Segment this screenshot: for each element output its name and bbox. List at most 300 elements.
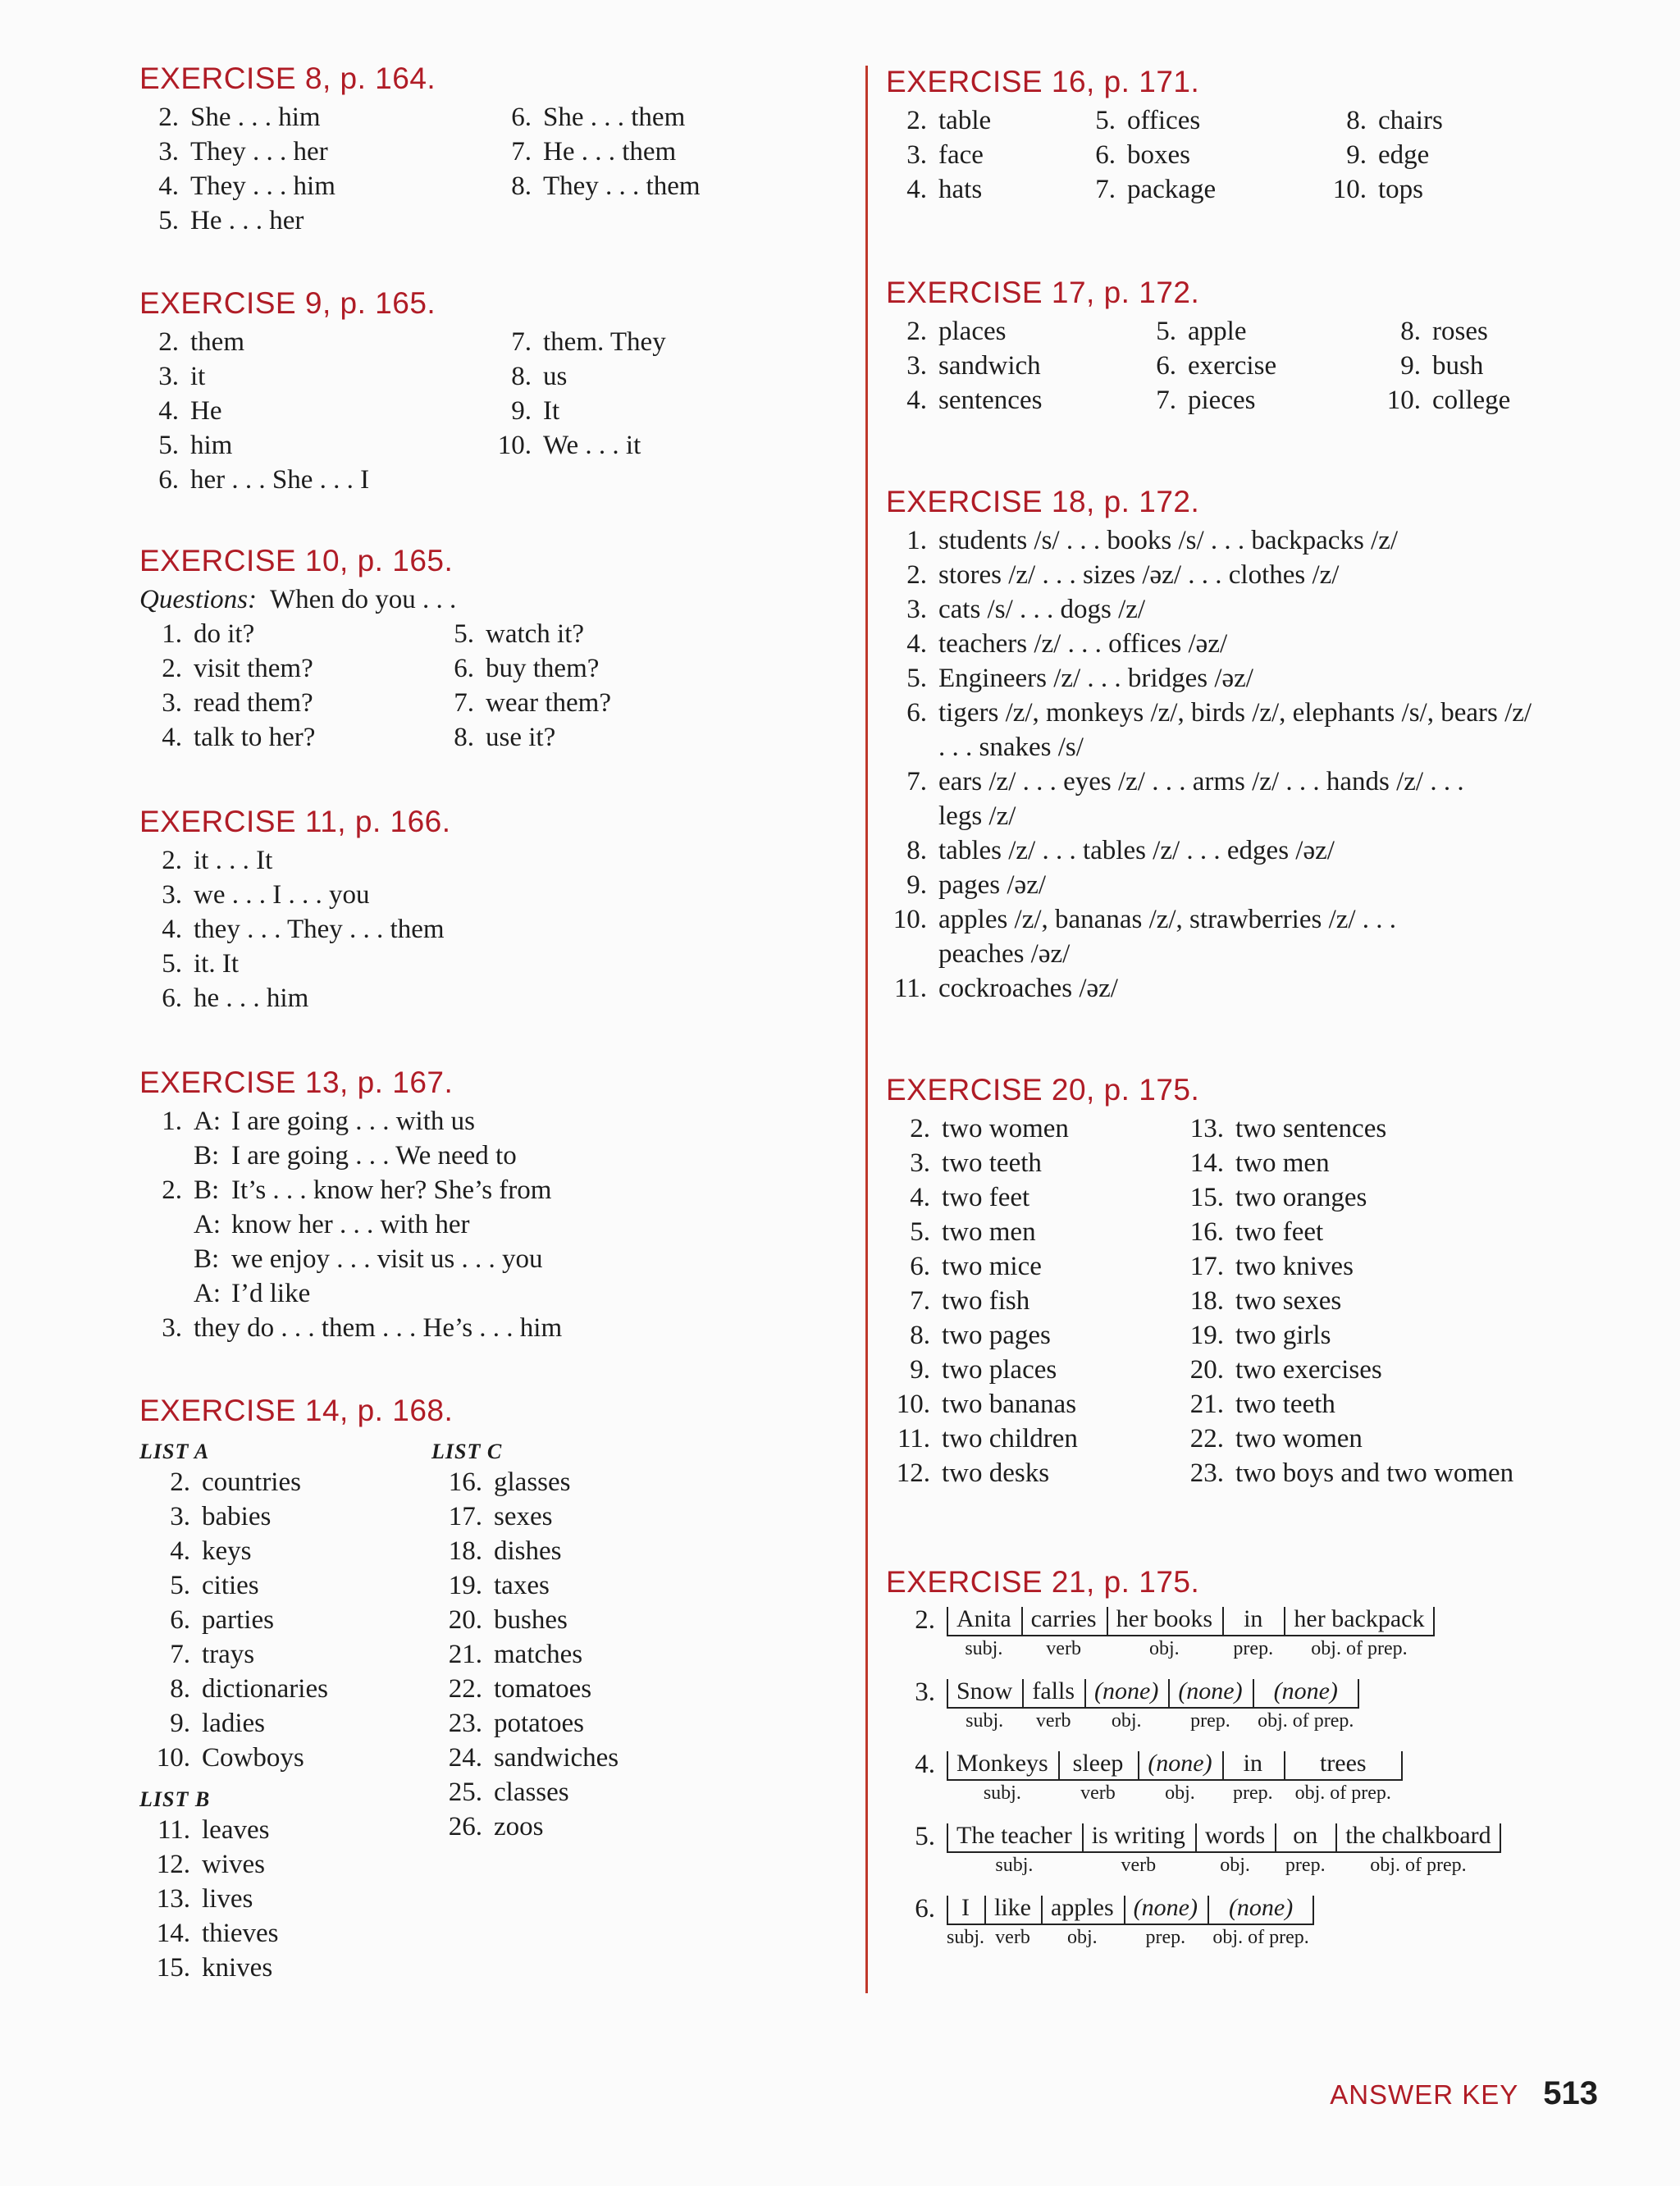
item-text: boxes <box>1127 140 1190 170</box>
verb-label: verb <box>1046 1638 1081 1659</box>
item-text: offices <box>1127 106 1201 135</box>
item-text: we enjoy . . . visit us . . . you <box>231 1244 543 1274</box>
item-text: stores /z/ . . . sizes /əz/ . . . clothes /z/ <box>938 560 1340 590</box>
item-number: 8. <box>511 171 532 201</box>
item-number: 8. <box>1346 106 1367 135</box>
item-text: sandwich <box>938 351 1041 381</box>
item-number: 7. <box>511 137 532 167</box>
item-number: 16. <box>1189 1217 1224 1247</box>
item-number: 7. <box>511 327 532 357</box>
answer-item <box>1180 1318 1513 1353</box>
item-number: 7. <box>1156 386 1176 415</box>
item-number: 5. <box>158 206 179 235</box>
subject-text: The teacher <box>956 1822 1072 1849</box>
subject-label: subj. <box>965 1638 1003 1659</box>
item-number: 5. <box>158 431 179 460</box>
answer-item <box>1075 172 1312 207</box>
item-text: two sentences <box>1235 1114 1387 1143</box>
item-number: 5. <box>915 1822 935 1851</box>
item-number <box>886 799 938 833</box>
answer-item <box>477 325 666 359</box>
object-of-preposition-cell <box>1284 1748 1403 1804</box>
item-number: 10. <box>892 905 927 934</box>
preposition-cell <box>1222 1604 1284 1659</box>
item-text: face <box>938 140 984 170</box>
answer-column <box>1135 314 1367 418</box>
subject-text: Snow <box>956 1677 1013 1705</box>
item-text: tables /z/ . . . tables /z/ . . . edges /əz/ <box>938 836 1335 865</box>
item-text: thieves <box>202 1919 279 1948</box>
exercise-21 <box>886 1563 1501 1965</box>
item-text: teachers /z/ . . . offices /əz/ <box>938 629 1228 659</box>
footer-section-label: ANSWER KEY <box>1330 2079 1519 2110</box>
answer-column <box>886 314 1135 418</box>
exercise-heading: EXERCISE 11, p. 166. <box>139 805 451 838</box>
answer-item <box>139 1951 431 1985</box>
item-text: tigers /z/, monkeys /z/, birds /z/, elephants /s/, bears /z/ <box>938 698 1532 728</box>
answer-item <box>886 1318 1180 1353</box>
item-number: 11. <box>893 974 927 1003</box>
preposition-label: prep. <box>1233 1638 1274 1659</box>
object-of-preposition-text: (none) <box>1228 1894 1294 1921</box>
item-number: 8. <box>170 1674 190 1704</box>
exercise-heading: EXERCISE 10, p. 165. <box>139 544 454 577</box>
item-number: 24. <box>448 1743 482 1773</box>
subject-cell <box>947 1820 1082 1876</box>
item-text: apple <box>1188 317 1247 346</box>
answer-item <box>1180 1353 1513 1387</box>
answer-item <box>139 912 451 947</box>
verb-text: like <box>994 1894 1031 1921</box>
item-number: 4. <box>170 1536 190 1566</box>
item-text: She . . . him <box>190 103 321 132</box>
answer-item <box>886 314 1135 349</box>
verb-cell <box>1058 1748 1139 1804</box>
subject-label: subj. <box>995 1855 1034 1876</box>
item-text: use it? <box>486 723 556 752</box>
item-text: . . . snakes /s/ <box>938 732 1084 762</box>
object-of-preposition-cell <box>1284 1604 1434 1659</box>
item-number: 23. <box>1189 1458 1224 1488</box>
answer-item <box>886 1456 1180 1490</box>
answer-item <box>435 617 611 651</box>
item-number: 4. <box>906 629 927 659</box>
sentence-diagram <box>886 1820 1501 1874</box>
answer-item <box>492 135 701 169</box>
item-number: 3. <box>162 688 182 718</box>
item-number <box>139 1242 194 1276</box>
item-text: Cowboys <box>202 1743 304 1773</box>
item-number: 5. <box>1156 317 1176 346</box>
list-b-label: LIST B <box>139 1787 211 1811</box>
item-number: 6. <box>906 698 927 728</box>
item-number <box>139 1139 194 1173</box>
answer-item <box>139 1672 431 1706</box>
answer-item <box>477 359 666 394</box>
item-number: 2. <box>170 1467 190 1497</box>
object-label: obj. <box>1220 1855 1250 1876</box>
object-cell <box>1195 1820 1275 1876</box>
item-number: 4. <box>158 171 179 201</box>
answer-item <box>139 359 477 394</box>
item-text: tops <box>1378 175 1424 204</box>
answer-item <box>435 720 611 755</box>
answer-item <box>886 1387 1180 1422</box>
sentence-diagram <box>886 1604 1501 1658</box>
item-text: students /s/ . . . books /s/ . . . backpacks /z/ <box>938 526 1399 555</box>
answer-item <box>1180 1284 1513 1318</box>
item-text: parties <box>202 1605 274 1635</box>
answer-item <box>1180 1249 1513 1284</box>
answer-item <box>1312 103 1443 138</box>
item-text: two knives <box>1235 1252 1354 1281</box>
item-number: 3. <box>162 1313 182 1343</box>
answer-item <box>1180 1180 1513 1215</box>
speaker-label: A: <box>194 1210 221 1239</box>
answer-column <box>139 100 492 238</box>
answer-item-continuation <box>886 937 1532 971</box>
exercise-18 <box>886 482 1532 1006</box>
answer-item <box>139 463 477 497</box>
item-number: 6. <box>915 1894 935 1924</box>
object-cell <box>1138 1748 1221 1804</box>
verb-cell <box>1022 1676 1084 1732</box>
exercise-heading: EXERCISE 16, p. 171. <box>886 65 1200 98</box>
subject-cell <box>947 1748 1058 1804</box>
item-text: two bananas <box>942 1390 1077 1419</box>
object-text: words <box>1204 1822 1266 1849</box>
exercise-heading: EXERCISE 13, p. 167. <box>139 1066 454 1099</box>
item-number: 9. <box>1346 140 1367 170</box>
answer-item <box>139 1603 431 1637</box>
list-a-b-column <box>139 1432 431 1985</box>
item-text: cities <box>202 1571 259 1600</box>
subject-text: I <box>961 1894 970 1921</box>
answer-column <box>1312 103 1443 207</box>
item-number: 2. <box>915 1605 935 1635</box>
answer-item <box>139 100 492 135</box>
item-text: buy them? <box>486 654 600 683</box>
exercise-20 <box>886 1070 1513 1490</box>
list-c-label: LIST C <box>431 1440 503 1463</box>
item-number <box>886 937 938 971</box>
item-number: 9. <box>910 1355 930 1385</box>
exercise-8 <box>139 59 701 238</box>
object-text: (none) <box>1148 1750 1212 1777</box>
item-text: college <box>1432 386 1511 415</box>
diagram-row <box>947 1676 1359 1730</box>
answer-item <box>1180 1456 1513 1490</box>
answer-item <box>431 1465 619 1499</box>
item-number: 3. <box>170 1502 190 1531</box>
answer-item <box>139 1813 431 1847</box>
speaker-label: B: <box>194 1244 220 1274</box>
column-divider <box>865 66 868 1993</box>
item-text: sexes <box>494 1502 553 1531</box>
exercise-heading: EXERCISE 14, p. 168. <box>139 1394 454 1427</box>
answer-item <box>431 1603 619 1637</box>
item-number: 2. <box>906 106 927 135</box>
object-label: obj. <box>1149 1638 1180 1659</box>
questions-text: When do you . . . <box>270 585 457 614</box>
answer-item <box>886 1353 1180 1387</box>
page-number: 513 <box>1543 2075 1598 2111</box>
verb-cell <box>984 1892 1041 1948</box>
answer-column <box>435 617 611 755</box>
item-text: two fish <box>942 1286 1030 1316</box>
item-text: it. It <box>194 949 239 979</box>
item-text: two places <box>942 1355 1057 1385</box>
item-number: 14. <box>1189 1148 1224 1178</box>
item-text: two feet <box>942 1183 1030 1212</box>
item-number: 6. <box>158 465 179 495</box>
item-number: 4. <box>915 1750 935 1779</box>
answer-item <box>886 833 1532 868</box>
item-number: 22. <box>1189 1424 1224 1454</box>
answer-item-continuation <box>886 730 1532 764</box>
item-text: edge <box>1378 140 1430 170</box>
answer-item <box>139 428 477 463</box>
verb-label: verb <box>1035 1710 1071 1732</box>
item-number: 11. <box>157 1815 190 1845</box>
object-of-preposition-text: the chalkboard <box>1345 1822 1491 1849</box>
item-text: pages /əz/ <box>938 870 1047 900</box>
answer-item <box>886 1111 1180 1146</box>
preposition-cell <box>1168 1676 1252 1732</box>
item-number: 5. <box>162 949 182 979</box>
exercise-16 <box>886 62 1443 207</box>
answer-item <box>886 383 1135 418</box>
questions-intro <box>139 582 611 617</box>
verb-label: verb <box>1121 1855 1157 1876</box>
item-text: countries <box>202 1467 301 1497</box>
item-text: tomatoes <box>494 1674 592 1704</box>
item-text: I are going . . . with us <box>231 1107 475 1136</box>
item-number: 14. <box>156 1919 190 1948</box>
answer-column <box>492 100 701 203</box>
item-number: 5. <box>1095 106 1116 135</box>
dialogue-line <box>139 1242 562 1276</box>
item-number: 10. <box>497 431 532 460</box>
answer-item <box>431 1568 619 1603</box>
preposition-text: (none) <box>1178 1677 1243 1705</box>
dialogue-line <box>139 1311 562 1345</box>
preposition-label: prep. <box>1190 1710 1230 1732</box>
item-text: We . . . it <box>543 431 641 460</box>
answer-item <box>1075 138 1312 172</box>
item-number: 12. <box>156 1850 190 1879</box>
answer-item <box>139 135 492 169</box>
item-number: 21. <box>448 1640 482 1669</box>
item-text: hats <box>938 175 983 204</box>
item-number: 3. <box>906 595 927 624</box>
item-text: do it? <box>194 619 255 649</box>
object-cell <box>1084 1676 1168 1732</box>
item-text: I’d like <box>231 1279 311 1308</box>
answer-item <box>431 1775 619 1809</box>
item-text: two women <box>1235 1424 1363 1454</box>
object-text: her books <box>1116 1605 1213 1632</box>
item-text: It <box>543 396 560 426</box>
object-label: obj. <box>1165 1782 1195 1804</box>
item-number <box>139 1276 194 1311</box>
answer-item <box>886 1215 1180 1249</box>
item-text: places <box>938 317 1007 346</box>
item-text: classes <box>494 1778 569 1807</box>
answer-item <box>886 627 1532 661</box>
exercise-14 <box>139 1391 619 1985</box>
item-text: they do . . . them . . . He’s . . . him <box>194 1313 563 1343</box>
answer-item <box>886 764 1532 799</box>
preposition-text: in <box>1243 1750 1262 1777</box>
item-text: potatoes <box>494 1709 584 1738</box>
item-number: 7. <box>454 688 474 718</box>
item-number: 4. <box>910 1183 930 1212</box>
item-text: roses <box>1432 317 1488 346</box>
item-text: cockroaches /əz/ <box>938 974 1118 1003</box>
item-number: 15. <box>1189 1183 1224 1212</box>
item-number: 10. <box>1386 386 1421 415</box>
answer-item <box>1180 1387 1513 1422</box>
item-text: pieces <box>1188 386 1256 415</box>
answer-item <box>886 172 1075 207</box>
item-number: 3. <box>906 351 927 381</box>
answer-item <box>139 651 435 686</box>
item-number: 6. <box>162 983 182 1013</box>
answer-item <box>139 325 477 359</box>
answer-item <box>886 1180 1180 1215</box>
answer-item <box>886 696 1532 730</box>
item-number: 9. <box>906 870 927 900</box>
item-number: 4. <box>162 915 182 944</box>
answer-item <box>139 981 451 1015</box>
item-number: 17. <box>448 1502 482 1531</box>
exercise-heading: EXERCISE 21, p. 175. <box>886 1565 1200 1599</box>
answer-item <box>139 947 451 981</box>
object-cell <box>1107 1604 1222 1659</box>
item-number: 6. <box>1156 351 1176 381</box>
answer-item <box>886 1249 1180 1284</box>
object-of-preposition-label: obj. of prep. <box>1294 1782 1391 1804</box>
answer-item <box>886 1146 1180 1180</box>
item-number: 13. <box>156 1884 190 1914</box>
answer-item <box>139 169 492 203</box>
item-text: dictionaries <box>202 1674 328 1704</box>
item-text: wear them? <box>486 688 611 718</box>
answer-item <box>431 1741 619 1775</box>
item-number: 3. <box>906 140 927 170</box>
item-text: it <box>190 362 206 391</box>
speaker-label: B: <box>194 1141 220 1171</box>
object-of-preposition-label: obj. of prep. <box>1258 1710 1354 1732</box>
sentence-diagram <box>886 1676 1501 1730</box>
item-text: apples /z/, bananas /z/, strawberries /z/ . . . <box>938 905 1397 934</box>
answer-item <box>139 1706 431 1741</box>
item-text: two feet <box>1235 1217 1324 1247</box>
preposition-label: prep. <box>1232 1782 1273 1804</box>
object-of-preposition-cell <box>1208 1892 1314 1948</box>
answer-item <box>139 394 477 428</box>
item-text: two sexes <box>1235 1286 1342 1316</box>
item-number: 23. <box>448 1709 482 1738</box>
item-text: matches <box>494 1640 583 1669</box>
item-text: trays <box>202 1640 255 1669</box>
item-text: ladies <box>202 1709 265 1738</box>
answer-item-continuation <box>886 799 1532 833</box>
item-number: 16. <box>448 1467 482 1497</box>
verb-cell <box>1082 1820 1195 1876</box>
answer-item <box>139 1637 431 1672</box>
item-text: two exercises <box>1235 1355 1382 1385</box>
exercise-heading: EXERCISE 9, p. 165. <box>139 286 436 320</box>
item-number: 2. <box>906 317 927 346</box>
item-number: 8. <box>910 1321 930 1350</box>
item-text: He . . . them <box>543 137 677 167</box>
item-text: ears /z/ . . . eyes /z/ . . . arms /z/ . . . hands /z/ . . . <box>938 767 1464 796</box>
subject-cell <box>947 1892 985 1948</box>
item-text: bushes <box>494 1605 568 1635</box>
answer-item <box>886 523 1532 558</box>
item-number: 8. <box>1400 317 1421 346</box>
item-number: 1. <box>162 1107 182 1136</box>
answer-item <box>139 1916 431 1951</box>
item-number: 8. <box>906 836 927 865</box>
preposition-text: on <box>1293 1822 1318 1849</box>
answer-item <box>1135 383 1367 418</box>
item-text: him <box>190 431 233 460</box>
object-of-preposition-cell <box>1253 1676 1359 1732</box>
list-c-column <box>431 1432 619 1844</box>
item-number: 20. <box>448 1605 482 1635</box>
answer-item <box>1312 172 1443 207</box>
item-text: He . . . her <box>190 206 304 235</box>
answer-column <box>1367 314 1510 418</box>
speaker-label: A: <box>194 1107 221 1136</box>
diagram-row <box>947 1748 1403 1802</box>
item-text: babies <box>202 1502 272 1531</box>
object-label: obj. <box>1111 1710 1142 1732</box>
item-number: 4. <box>158 396 179 426</box>
item-number <box>886 730 938 764</box>
answer-item <box>886 868 1532 902</box>
exercise-heading: EXERCISE 20, p. 175. <box>886 1073 1200 1107</box>
answer-item <box>431 1809 619 1844</box>
subject-text: Monkeys <box>956 1750 1048 1777</box>
item-number: 4. <box>162 723 182 752</box>
page-footer <box>1330 2075 1598 2112</box>
item-text: knives <box>202 1953 273 1983</box>
answer-item <box>1367 349 1510 383</box>
preposition-label: prep. <box>1285 1855 1326 1876</box>
object-text: (none) <box>1094 1677 1159 1705</box>
item-text: two men <box>942 1217 1036 1247</box>
subject-label: subj. <box>983 1782 1021 1804</box>
answer-item <box>139 1741 431 1775</box>
item-text: they . . . They . . . them <box>194 915 445 944</box>
item-number: 2. <box>162 846 182 875</box>
item-number: 18. <box>1189 1286 1224 1316</box>
item-number: 2. <box>162 1175 182 1205</box>
item-number: 13. <box>1189 1114 1224 1143</box>
item-number: 2. <box>158 103 179 132</box>
item-number: 8. <box>511 362 532 391</box>
answer-item <box>139 720 435 755</box>
answer-item <box>1367 383 1510 418</box>
item-text: two girls <box>1235 1321 1331 1350</box>
answer-item <box>139 1847 431 1882</box>
answer-item <box>886 902 1532 937</box>
answer-item <box>1367 314 1510 349</box>
